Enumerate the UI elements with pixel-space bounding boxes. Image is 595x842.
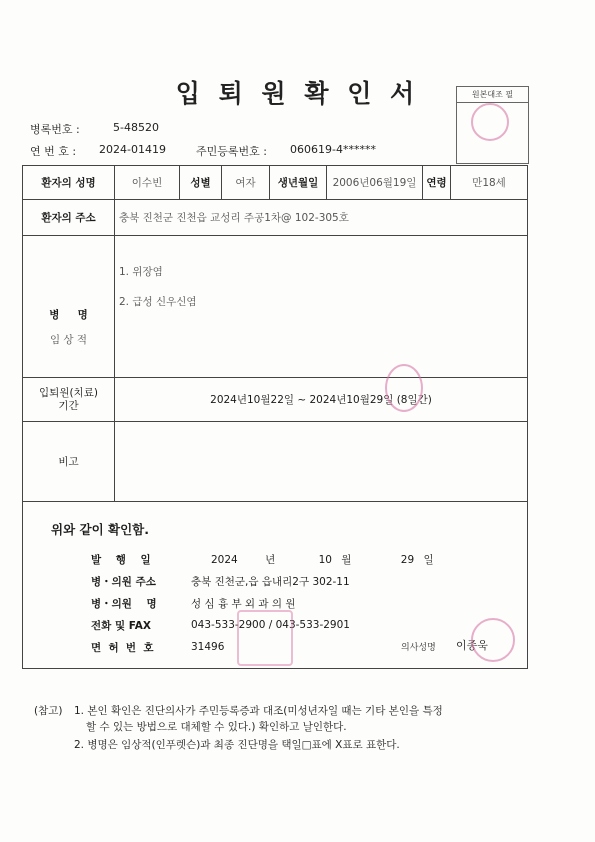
resident-number-label: 주민등록번호 :: [196, 145, 267, 158]
original-verification-box: [456, 86, 529, 164]
issuer-details-table: [87, 548, 517, 658]
sex-label: 성별: [180, 166, 222, 200]
patient-name-label: 환자의 성명: [23, 166, 115, 200]
notes-prefix: (참고): [34, 705, 63, 717]
dob-label: 생년월일: [270, 166, 327, 200]
note-1-line-2: 할 수 있는 방법으로 대체할 수 있다.) 확인하고 날인한다.: [86, 721, 347, 733]
period-label-cell: [23, 378, 115, 422]
diagnosis-label: 병 명: [49, 308, 88, 321]
note-1-line-1: 1. 본인 확인은 진단의사가 주민등록증과 대조(미성년자일 때는 기타 본인을 특정: [74, 705, 443, 717]
remarks-row: [23, 422, 528, 502]
diagnosis-label-cell: [23, 236, 115, 378]
doctor-name-value: 이종욱: [456, 639, 488, 652]
patient-address-label: 환자의 주소: [23, 200, 115, 236]
patient-name-value: 이수빈: [115, 166, 180, 200]
hospital-name-label: 병・의원 명: [91, 597, 157, 610]
confirmation-statement: 위와 같이 확인함.: [51, 522, 149, 537]
issue-date-value: [187, 548, 517, 570]
dob-value: 2006년06월19일: [327, 166, 423, 200]
issue-year-unit: 년: [265, 553, 276, 566]
issue-day: 29: [400, 553, 415, 566]
diagnosis-row: [23, 236, 528, 378]
remarks-label: 비고: [23, 422, 115, 502]
patient-address-row: [23, 200, 528, 236]
resident-number-value: 060619-4******: [290, 143, 376, 156]
admission-form-table: [22, 165, 528, 669]
period-label-line1: 입퇴원(치료): [39, 386, 98, 399]
period-value-cell: [115, 378, 528, 422]
sex-value: 여자: [222, 166, 270, 200]
hospital-seal-icon: [385, 364, 423, 412]
diagnosis-sublabel: 임 상 적: [49, 333, 88, 346]
doctor-name-label: 의사성명: [401, 643, 436, 653]
age-label: 연령: [423, 166, 451, 200]
phone-fax-value: 043-533-2900 / 043-533-2901: [191, 619, 350, 631]
issue-day-unit: 일: [423, 553, 434, 566]
doctor-seal-icon: [471, 618, 515, 662]
document-title: 입 퇴 원 확 인 서: [175, 79, 420, 108]
patient-address-value: 충북 진천군 진천읍 교성리 주공1차@ 102-305호: [115, 200, 528, 236]
period-value: 2024년10월22일 ~ 2024년10월29일 (8일간): [210, 394, 432, 406]
issue-year: 2024: [211, 553, 238, 566]
confirmation-row: [23, 502, 528, 669]
issue-date-label: 발 행 일: [91, 553, 151, 566]
note-2: 2. 병명은 임상적(인푸렛슨)과 최종 진단명을 택일□표에 X표로 표한다.: [74, 739, 400, 751]
license-number-value: 31496: [191, 641, 225, 653]
patient-name-row: [23, 166, 528, 200]
serial-number-value: 2024-01419: [99, 143, 166, 156]
diagnosis-item-1: 1. 위장염: [119, 266, 163, 278]
hospital-address-value: 충북 진천군,읍 읍내리2구 302-11: [191, 575, 350, 588]
period-label-line2: 기간: [58, 399, 79, 412]
hospital-name-value: 성 심 흉 부 외 과 의 원: [191, 597, 296, 610]
hospital-address-label: 병・의원 주소: [91, 575, 156, 588]
hospital-stamp-icon: [237, 610, 293, 666]
record-number-label: 병록번호 :: [30, 123, 80, 136]
remarks-value: [115, 422, 528, 502]
serial-number-label: 연 번 호 :: [30, 145, 77, 158]
phone-fax-label: 전화 및 FAX: [91, 619, 151, 632]
diagnosis-item-2: 2. 급성 신우신염: [119, 296, 197, 308]
issue-month: 10: [318, 553, 332, 566]
issue-month-unit: 월: [341, 553, 352, 566]
age-value: 만18세: [451, 166, 528, 200]
diagnosis-value-cell: [115, 236, 528, 378]
verification-seal-icon: [471, 103, 509, 141]
stamp-box-label: 원본대조 필: [457, 87, 528, 103]
record-number-value: 5-48520: [113, 121, 159, 134]
license-number-label: 면 허 번 호: [91, 641, 154, 654]
confirmation-cell: [23, 502, 528, 669]
treatment-period-row: [23, 378, 528, 422]
